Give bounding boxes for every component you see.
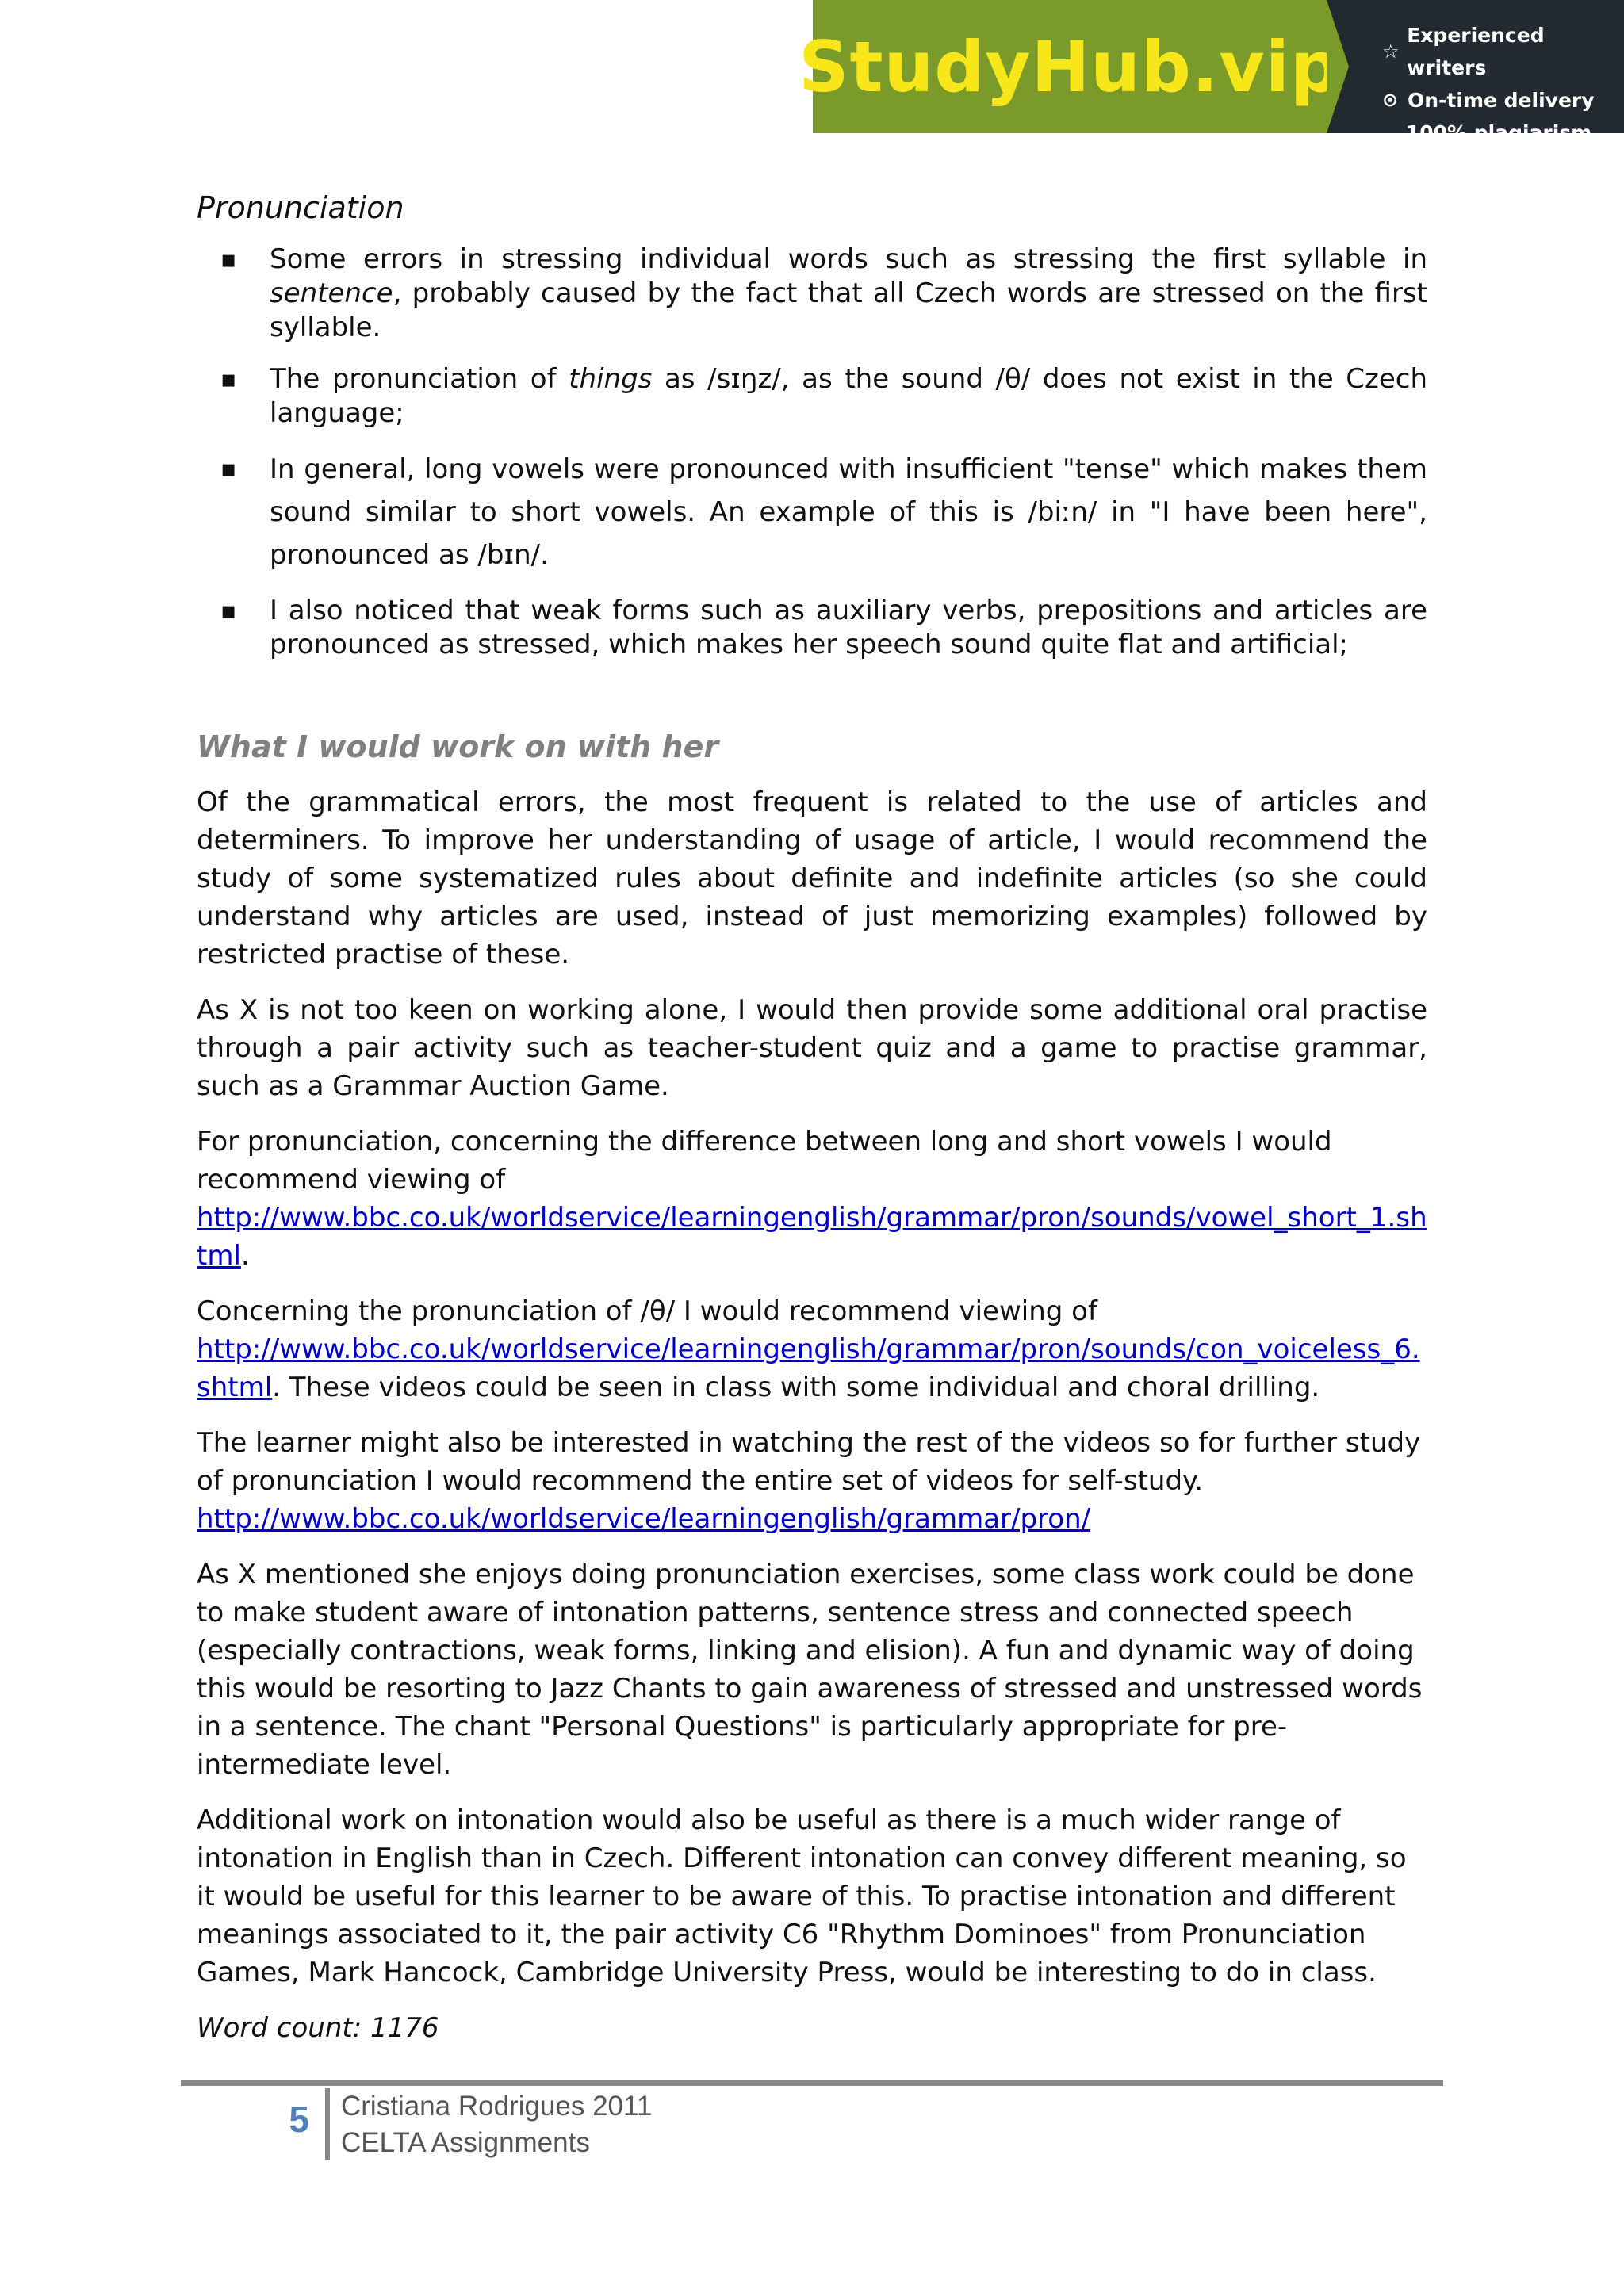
footer-divider [181,2080,1443,2086]
feature-on-time-delivery [1382,84,1624,117]
page-number: 5 [289,2099,309,2140]
text-run: Some errors in stressing individual words such as stressing the first syllable in [270,243,1427,275]
text-run: The learner might also be interested in watching the rest of the videos so for further study of pronunciation I would recommend the entire set of videos for self-study. [197,1427,1421,1497]
feature-label: Experienced writers [1407,24,1545,79]
word-count: Word count: 1176 [197,2012,439,2044]
feature-list [1327,0,1624,177]
feature-plagiarism-free [1382,117,1624,182]
text-run: , probably caused by the fact that all Czech words are stressed on the first syllable. [270,277,1427,343]
text-run: For pronunciation, concerning the difference between long and short vowels I would recommend viewing of [197,1126,1332,1196]
list-item [197,243,1427,345]
document-icon: ⎘ [1382,137,1398,160]
brand-logo[interactable]: StudyHub.vip [799,25,1341,108]
feature-label: 100% plagiarism free [1405,121,1592,177]
footer-title: CELTA Assignments [341,2127,590,2158]
list-item: ▪ I also noticed that weak forms such as auxiliary verbs, prepositions and articles are pronounced as stressed, which makes her speech sound quite flat and artificial; [197,594,1427,662]
feature-experienced-writers [1382,19,1624,84]
studyhub-banner[interactable] [799,0,1624,177]
text-run: . These videos could be seen in class with some individual and choral drilling. [272,1372,1320,1403]
pronunciation-list [197,243,1427,662]
paragraph: Additional work on intonation would also be useful as there is a much wider range of intonation in English than in Czech. Different intonation can convey different meaning, so it would be useful for this learner to be aware of this. To practise intonation and different meanings associated to it, the pair activity C6 "Rhythm Dominoes" from Pronunciation Games, Mark Hancock, Cambridge University Press, would be interesting to do in class. [197,1804,1407,1988]
clock-icon: ⊙ [1382,89,1399,111]
list-item: ▪ In general, long vowels were pronounced with insufficient "tense" which makes them sound similar to short vowels. An example of this is /biːn/ in "I have been here", pronounced as /bɪn/. [197,448,1427,576]
bbc-pron-link[interactable]: http://www.bbc.co.uk/worldservice/learningenglish/grammar/pron/ [197,1503,1091,1535]
text-run-italic: things [569,363,653,395]
list-item [197,362,1427,430]
bbc-consonant-link[interactable]: http://www.bbc.co.uk/worldservice/learningenglish/grammar/pron/sounds/con_voiceless_6.shtml [197,1334,1420,1403]
star-icon: ☆ [1382,40,1400,63]
paragraph: For pronunciation, concerning the difference between long and short vowels I would recommend viewing of http://www.bbc.co.uk/worldservice/learningenglish/grammar/pron/sounds/vowel_short_1.shtml. [197,1126,1427,1272]
text-run: Concerning the pronunciation of /θ/ I would recommend viewing of [197,1295,1097,1327]
paragraph [197,1424,1427,1538]
text-run: The pronunciation of [270,363,569,395]
work-heading: What I would work on with her [197,729,719,764]
page-footer [276,2088,652,2161]
pronunciation-heading: Pronunciation [197,190,404,225]
feature-label: On-time delivery [1408,89,1595,112]
text-run: as /sɪŋz/, as the sound /θ/ does not exist in the Czech language; [270,363,1428,429]
brand-logo-area[interactable] [799,0,1341,133]
bbc-vowel-link[interactable]: http://www.bbc.co.uk/worldservice/learningenglish/grammar/pron/sounds/vowel_short_1.shtml [197,1202,1427,1272]
footer-separator [325,2088,330,2160]
paragraph: As X is not too keen on working alone, I would then provide some additional oral practise through a pair activity such as teacher-student quiz and a game to practise grammar, such as a Grammar Auction Game. [197,994,1427,1102]
text-run-italic: sentence [270,277,393,309]
paragraph [197,1292,1427,1406]
footer-author: Cristiana Rodrigues 2011 [341,2091,653,2122]
document-body [197,190,1427,2047]
paragraph: As X mentioned she enjoys doing pronunciation exercises, some class work could be done to make student aware of intonation patterns, sentence stress and connected speech (especially contractions, weak forms, linking and elision). A fun and dynamic way of doing this would be resorting to Jazz Chants to gain awareness of stressed and unstressed words in a sentence. The chant "Personal Questions" is particularly appropriate for pre-intermediate level. [197,1559,1423,1781]
footer-text [341,2088,652,2161]
paragraph: Of the grammatical errors, the most frequent is related to the use of articles and determiners. To improve her understanding of usage of article, I would recommend the study of some systematized rules about definite and indefinite articles (so she could understand why articles are used, instead of just memorizing examples) followed by restricted practise of these. [197,786,1427,970]
